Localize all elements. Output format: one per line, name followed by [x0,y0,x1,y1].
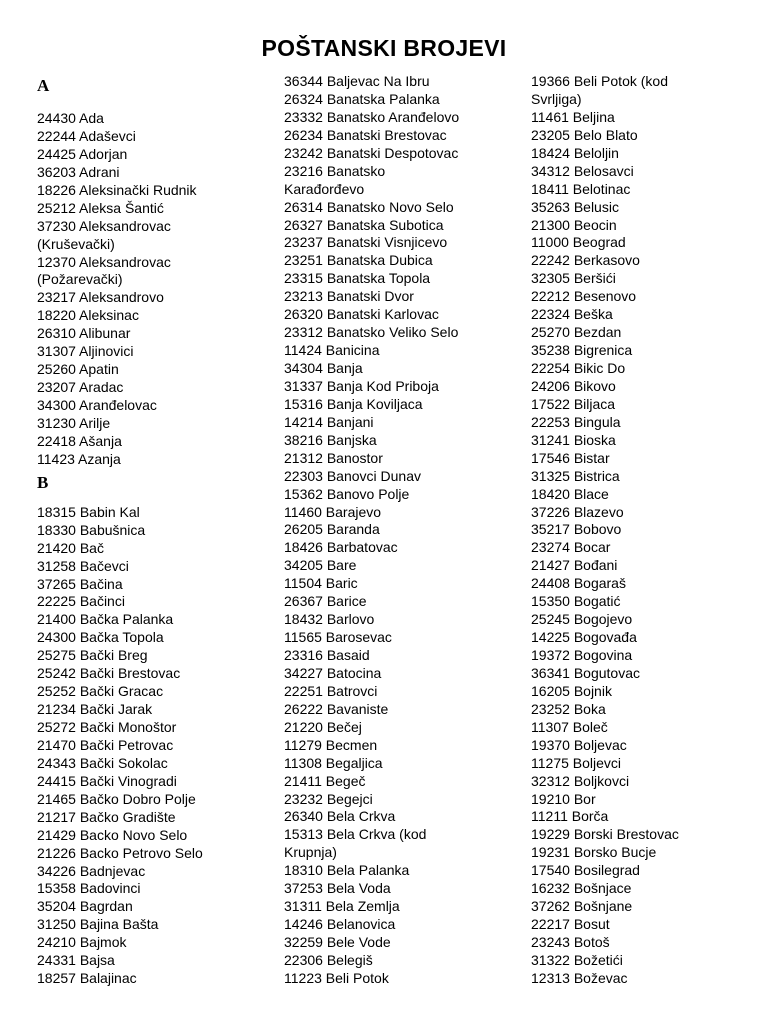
postal-entry: 11308 Begaljica [284,754,383,771]
postal-entry: 23252 Boka [531,700,606,717]
postal-entry: 17546 Bistar [531,449,610,466]
postal-entry: 32305 Beršići [531,270,616,287]
postal-entry: 18426 Barbatovac [284,539,398,556]
postal-entry: 21220 Bečej [284,718,362,735]
postal-entry: 22303 Banovci Dunav [284,467,421,484]
postal-entry: 18411 Belotinac [531,180,631,197]
postal-entry: 19231 Borsko Bucje [531,844,657,861]
postal-entry: 14214 Banjani [284,413,374,430]
postal-entry: 34205 Bare [284,557,357,574]
postal-entry: 15316 Banja Koviljaca [284,395,423,412]
postal-entry: 14246 Belanovica [284,916,396,933]
postal-entry: 37265 Bačina [37,575,123,592]
postal-entry: 22324 Beška [531,306,613,323]
postal-entry: 25252 Bački Gracac [37,683,164,700]
postal-entry: 11307 Boleč [531,718,608,735]
postal-entry: 23243 Botoš [531,934,610,950]
postal-entry: 15362 Banovo Polje [284,485,410,502]
postal-entry: 31311 Bela Zemlja [284,898,400,915]
postal-entry: 22242 Berkasovo [531,252,640,269]
postal-entry: 18330 Babušnica [37,521,146,538]
postal-entry: 23274 Bocar [531,539,611,556]
postal-entry: 23312 Banatsko Veliko Selo [284,324,459,341]
postal-entry: 23232 Begejci [284,790,373,807]
postal-entry: 37230 Aleksandrovac [37,217,171,234]
postal-entry: 21470 Bački Petrovac [37,736,174,753]
postal-entry: 24300 Bačka Topola [37,629,164,646]
postal-entry: 17522 Biljaca [531,395,616,412]
postal-entry: 25245 Bogojevo [531,611,633,628]
postal-entry: 18432 Barlovo [284,611,375,628]
postal-entry: 25212 Aleksa Šantić [37,199,164,216]
postal-entry: 31258 Bačevci [37,557,129,574]
column-2 [284,73,514,988]
postal-entry: 26324 Banatska Palanka [284,90,440,107]
postal-entry: 16232 Bošnjace [531,880,632,897]
postal-entry: (Kruševački) [37,235,115,252]
postal-entry: 25242 Bački Brestovac [37,665,181,682]
postal-entry: 34312 Belosavci [531,162,634,179]
postal-entry: 24425 Adorjan [37,145,128,162]
column-3 [531,73,761,988]
postal-entry: 22217 Bosut [531,916,610,933]
postal-entry: 21312 Banostor [284,449,383,466]
postal-entry: 23205 Belo Blato [531,126,638,143]
postal-entry: 36203 Adrani [37,163,120,180]
postal-entry: 21300 Beocin [531,216,617,233]
postal-entry: 26234 Banatski Brestovac [284,126,447,143]
postal-entry: 23242 Banatski Despotovac [284,144,459,161]
postal-entry: 21400 Bačka Palanka [37,611,174,628]
postal-entry: Svrljiga) [531,90,582,107]
postal-entry: 24415 Bački Vinogradi [37,772,177,789]
postal-entry: (Požarevački) [37,271,123,288]
postal-entry: 21234 Bački Jarak [37,701,153,718]
section-letter-b: B [37,472,49,492]
postal-entry: 19372 Bogovina [531,647,633,663]
postal-entry: 21429 Backo Novo Selo [37,826,188,843]
postal-entry: 35217 Bobovo [531,521,622,538]
postal-entry: 23316 Basaid [284,647,370,663]
postal-entry: 23315 Banatska Topola [284,270,431,287]
postal-entry: 15350 Bogatić [531,593,621,610]
postal-entry: 23207 Aradac [37,379,124,396]
postal-entry: 18220 Aleksinac [37,307,139,324]
postal-entry: 25275 Bački Breg [37,647,148,664]
postal-entry: 12370 Aleksandrovac [37,253,171,270]
postal-entry: 34226 Badnjevac [37,862,146,879]
postal-entry: 15313 Bela Crkva (kod [284,826,427,843]
postal-entry: 34227 Batocina [284,664,382,681]
postal-entry: 22212 Besenovo [531,288,637,305]
postal-entry: 26310 Alibunar [37,325,131,342]
postal-entry: 31337 Banja Kod Priboja [284,377,439,394]
postal-entry: 23213 Banatski Dvor [284,288,414,305]
postal-entry: 37226 Blazevo [531,503,624,520]
postal-entry: 37262 Bošnjane [531,898,633,915]
postal-entry: 32312 Boljkovci [531,772,630,789]
postal-entry: 24331 Bajsa [37,952,115,969]
postal-entry: 11223 Beli Potok [284,969,389,986]
postal-entry: 26327 Banatska Subotica [284,216,444,233]
postal-entry: 37253 Bela Voda [284,880,391,897]
postal-entry: 26314 Banatsko Novo Selo [284,198,454,215]
postal-entry: 11565 Barosevac [284,629,392,646]
postal-entry: 38216 Banjska [284,431,377,448]
postal-entry: 11000 Beograd [531,234,626,251]
postal-entry: 19366 Beli Potok (kod [531,73,668,89]
postal-entry: 17540 Bosilegrad [531,862,640,879]
postal-entry: 11504 Baric [284,575,358,592]
postal-entry: 25260 Apatin [37,361,119,378]
postal-entry: 21411 Begeč [284,772,366,789]
postal-entry: 32259 Bele Vode [284,934,391,950]
postal-entry: 35238 Bigrenica [531,342,633,359]
postal-entry: 23217 Aleksandrovo [37,289,164,306]
postal-entry: 12313 Boževac [531,969,628,986]
postal-entry: 24408 Bogaraš [531,575,626,592]
postal-entry: 34300 Aranđelovac [37,397,157,413]
postal-entry: 23237 Banatski Visnjicevo [284,234,448,251]
postal-entry: 35204 Bagrdan [37,898,133,915]
postal-entry: 19370 Boljevac [531,736,627,753]
postal-entry: 24343 Bački Sokolac [37,754,168,771]
postal-entry: 18424 Beloljin [531,144,619,161]
page-title: POŠTANSKI BROJEVI [261,35,507,61]
postal-entry: 26205 Baranda [284,521,380,538]
postal-entry: 23216 Banatsko [284,162,386,179]
postal-entry: 26320 Banatski Karlovac [284,306,439,323]
postal-entry: 23251 Banatska Dubica [284,252,433,269]
postal-entry: 18310 Bela Palanka [284,862,410,879]
postal-entry: 19210 Bor [531,790,596,807]
postal-entry: 11279 Becmen [284,736,378,753]
postal-entry: 19229 Borski Brestovac [531,826,679,843]
postal-entry: 11211 Borča [531,808,609,825]
postal-entry: 24206 Bikovo [531,377,616,394]
postal-entry: 26367 Barice [284,593,367,610]
postal-entry: 22253 Bingula [531,413,621,430]
postal-entry: 31307 Aljinovici [37,343,134,360]
postal-entry: 36344 Baljevac Na Ibru [284,73,430,89]
postal-entry: 22306 Belegiš [284,951,373,968]
postal-entry: 36341 Bogutovac [531,664,640,681]
postal-entry: 31325 Bistrica [531,467,620,484]
postal-entry: 31322 Božetići [531,951,623,968]
postal-entry: 35263 Belusic [531,198,619,215]
postal-entry: 24210 Bajmok [37,934,127,951]
postal-entry: 14225 Bogovađa [531,629,637,646]
postal-entry: 11275 Boljevci [531,754,622,771]
postal-entry: 31241 Bioska [531,431,616,448]
postal-entry: 21226 Backo Petrovo Selo [37,844,203,861]
postal-entry: 21217 Bačko Gradište [37,808,176,825]
postal-entry: 11460 Barajevo [284,503,382,520]
postal-entry: 11424 Banicina [284,342,380,359]
postal-entry: 23332 Banatsko Aranđelovo [284,108,460,125]
postal-entry: 18315 Babin Kal [37,503,140,520]
postal-entry: Karađorđevo [284,180,365,197]
postal-entry: 22418 Ašanja [37,432,122,449]
postal-entry: 26222 Bavaniste [284,700,389,717]
postal-entry: 22244 Adaševci [37,127,136,144]
postal-entry: 21465 Bačko Dobro Polje [37,790,196,807]
postal-entry: Krupnja) [284,844,337,861]
postal-entry: 26340 Bela Crkva [284,808,396,825]
postal-entry: 34304 Banja [284,360,363,376]
column-1 [37,73,262,988]
postal-entry: 31230 Arilje [37,414,111,431]
postal-entry: 25270 Bezdan [531,324,622,341]
postal-entry: 16205 Bojnik [531,682,612,699]
postal-entry: 18257 Balajinac [37,970,137,987]
postal-entry: 22225 Bačinci [37,593,125,610]
postal-entry: 22251 Batrovci [284,682,378,699]
postal-entry: 21427 Bođani [531,557,618,574]
postal-entry: 18420 Blace [531,485,609,502]
postal-entry: 11461 Beljina [531,108,615,125]
section-letter-a: A [37,76,50,95]
postal-entry: 18226 Aleksinački Rudnik [37,181,197,198]
postal-entry: 15358 Badovinci [37,880,141,897]
postal-entry: 21420 Bač [37,539,104,556]
postal-entry: 22254 Bikic Do [531,360,626,376]
postal-entry: 25272 Bački Monoštor [37,719,177,735]
postal-entry: 11423 Azanja [37,450,121,467]
postal-entry: 31250 Bajina Bašta [37,916,159,933]
postal-entry: 24430 Ada [37,110,104,126]
